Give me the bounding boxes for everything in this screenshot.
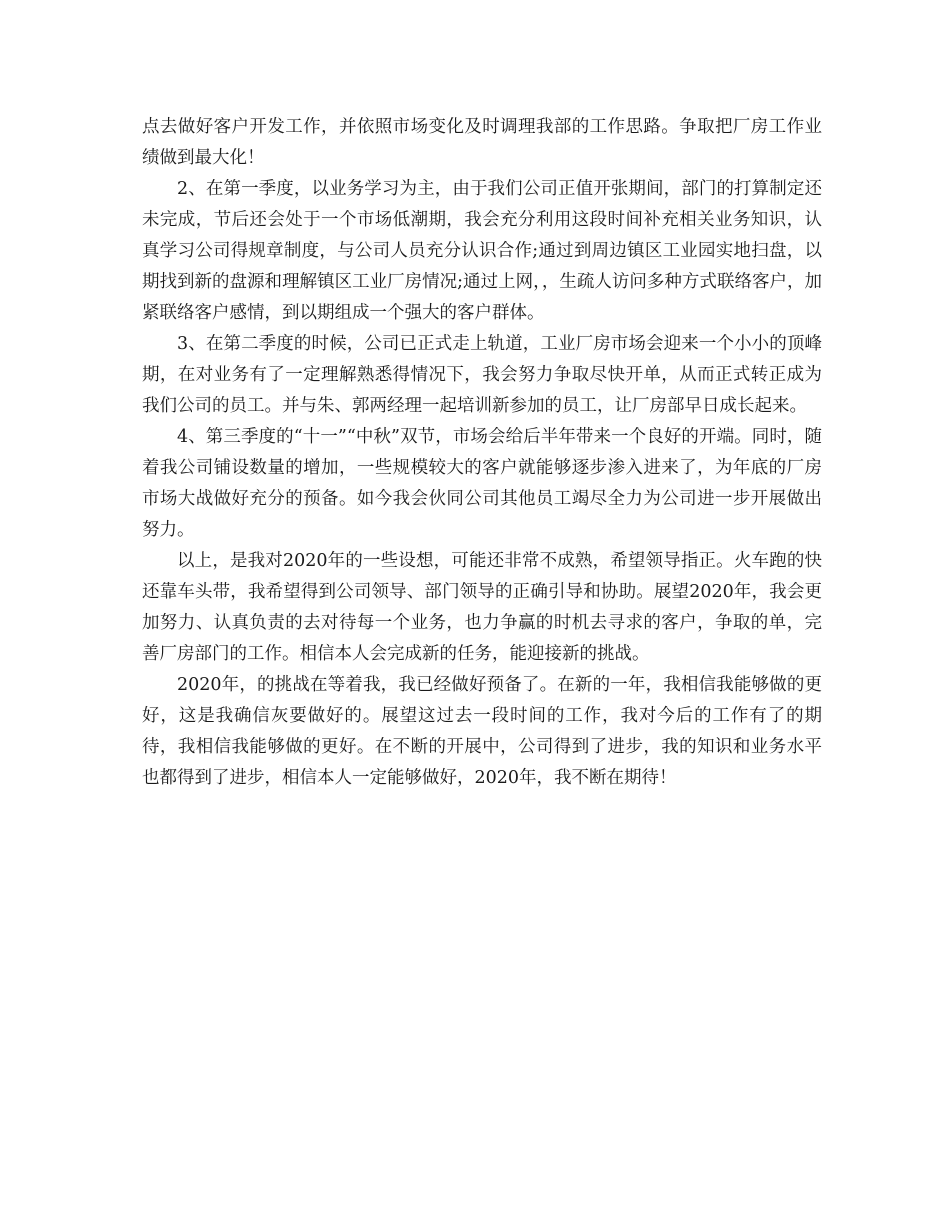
paragraph-continuation: 点去做好客户开发工作，并依照市场变化及时调理我部的工作思路。争取把厂房工作业绩做到最大化！ <box>142 117 822 168</box>
paragraph-q1-plan: 2、在第一季度，以业务学习为主，由于我们公司正值开张期间，部门的打算制定还未完成，节后还会处于一个市场低潮期，我会充分利用这段时间补充相关业务知识，认真学习公司得规章制度，与公司人员充分认识合作;通过到周边镇区工业园实地扫盘，以期找到新的盘源和理解镇区工业厂房情况;通过上网，，生疏人访问多种方式联络客户，加紧联络客户感情，到以期组成一个强大的客户群体。 <box>142 179 822 323</box>
paragraph-summary: 以上，是我对2020年的一些设想，可能还非常不成熟，希望领导指正。火车跑的快还靠车头带，我希望得到公司领导、部门领导的正确引导和协助。展望2020年，我会更加努力、认真负责的去对待每一个业务，也力争赢的时机去寻求的客户，争取的单，完善厂房部门的工作。相信本人会完成新的任务，能迎接新的挑战。 <box>142 551 822 664</box>
paragraph-q3-plan: 4、第三季度的“十一”“中秋”双节，市场会给后半年带来一个良好的开端。同时，随着我公司铺设数量的增加，一些规模较大的客户就能够逐步渗入进来了，为年底的厂房市场大战做好充分的预备。如今我会伙同公司其他员工竭尽全力为公司进一步开展做出努力。 <box>142 427 822 540</box>
paragraph-q2-plan: 3、在第二季度的时候，公司已正式走上轨道，工业厂房市场会迎来一个小小的顶峰期，在对业务有了一定理解熟悉得情况下，我会努力争取尽快开单，从而正式转正成为我们公司的员工。并与朱、郭两经理一起培训新参加的员工，让厂房部早日成长起来。 <box>142 334 822 416</box>
paragraph-closing: 2020年，的挑战在等着我，我已经做好预备了。在新的一年，我相信我能够做的更好，这是我确信灰要做好的。展望这过去一段时间的工作，我对今后的工作有了的期待，我相信我能够做的更好。在不断的开展中，公司得到了进步，我的知识和业务水平也都得到了进步，相信本人一定能够做好，2020年，我不断在期待！ <box>142 675 822 788</box>
document-body <box>142 112 822 794</box>
